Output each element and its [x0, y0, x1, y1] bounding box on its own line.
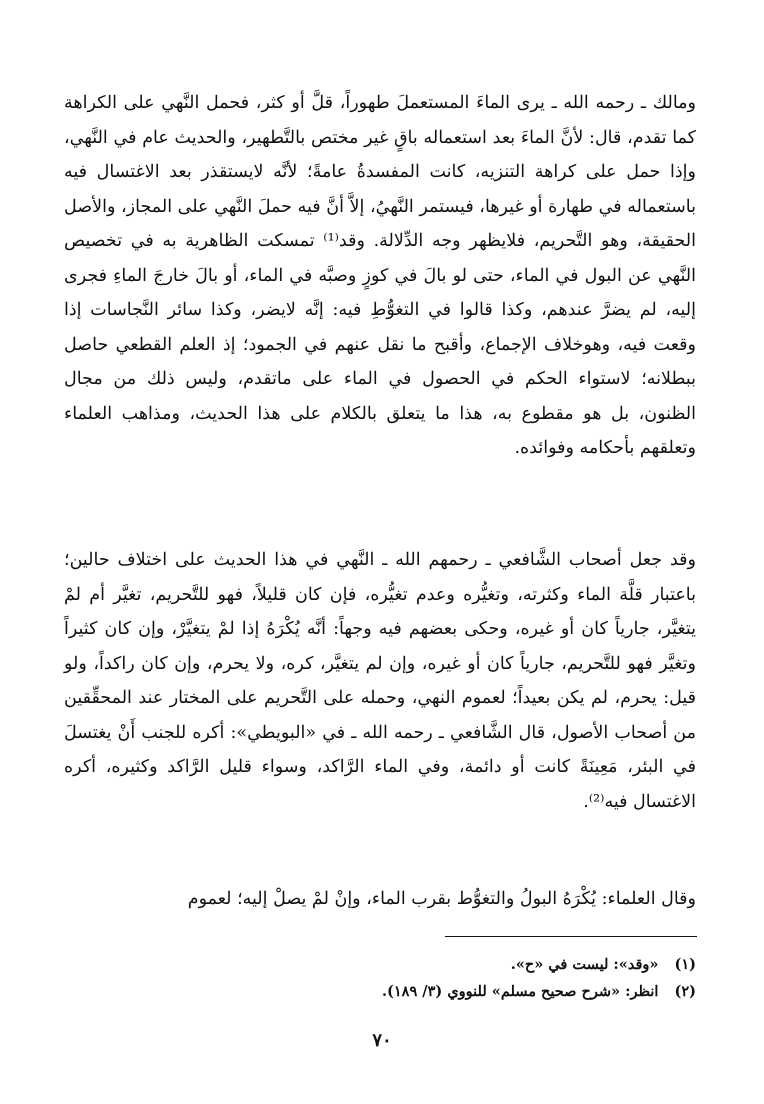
footnote-1 [64, 951, 696, 978]
footnote-number: (١) [674, 956, 696, 973]
footnotes [64, 951, 696, 1005]
paragraph-3: وقال العلماء: يُكْرَهُ البولُ والتغوُّط بقرب الماء، وإنْ لمْ يصلْ إليه؛ لعموم [187, 889, 696, 909]
footnote-separator [445, 936, 697, 937]
paragraph-1: ومالك ـ رحمه الله ـ يرى الماءَ المستعملَ طهوراً، قلَّ أو كثر، فحمل النَّهي على الكراهة كما تقدم، قال: لأنَّ الماءَ بعد استعماله باقٍ غير مختص بالتَّطهير، والحديث عام في النَّهي، وإذا حمل على كراهة التنزيه، كانت المفسدةُ عامةً؛ لأنَّه لايستقذر بعد الاغتسال فيه باستعماله في طهارة أو غيرها، فيستمر النَّهيُ، إلاَّ أنَّ فيه حملَ النَّهي على المجاز، والأصل الحقيقة، وهو التَّحريم، فلايظهر وجه الدِّلالة. وقد⁽¹⁾ تمسكت الظاهرية به في تخصيص النَّهي عن البول في الماء، حتى لو بالَ في كوزٍ وصبَّه في الماء، أو بالَ خارجَ الماءِ فجرى إليه، لم يضرَّ عندهم، وكذا قالوا في التغوُّطِ فيه: إنَّه لايضر، وكذا سائر النَّجاسات إذا وقعت فيه، وهوخلاف الإجماع، وأقبح ما نقل عنهم في الجمود؛ إذ العلم القطعي حاصل ببطلانه؛ لاستواء الحكم في الحصول في الماء على ماتقدم، وليس ذلك من مجال الظنون، بل هو مقطوع به، هذا ما يتعلق بالكلام على هذا الحديث، ومذاهب العلماء وتعلقهم بأحكامه وفوائده. [64, 93, 696, 458]
footnote-number: (٢) [674, 983, 696, 1000]
footnote-text: انظر: «شرح صحيح مسلم» للنووي (٣/ ١٨٩). [381, 983, 659, 1000]
page-number: ٧٠ [372, 1030, 392, 1051]
footnote-2 [64, 978, 696, 1005]
footnote-text: «وقد»: ليست في «ح». [510, 956, 659, 973]
paragraph-2: وقد جعل أصحاب الشَّافعي ـ رحمهم الله ـ النَّهي في هذا الحديث على اختلاف حالين؛ باعتبار قلَّة الماء وكثرته، وتغيُّره وعدم تغيُّره، فإن كان قليلاً، فهو للتَّحريم، تغيَّر أم لمْ يتغيَّر، جارياً كان أو غيره، وحكى بعضهم فيه وجهاً: أنَّه يُكْرَهُ إذا لمْ يتغيَّرْ، وإن كان كثيراً وتغيَّر فهو للتَّحريم، جارياً كان أو غيره، وإن لم يتغيَّر، كره، ولا يحرم، وإن كان راكداً، ولو قيل: يحرم، لم يكن بعيداً؛ لعموم النهي، وحمله على التَّحريم على المختار عند المحقِّقين من أصحاب الأصول، قال الشَّافعي ـ رحمه الله ـ في «البويطي»: أكره للجنب أَنْ يغتسلَ في البئر، مَعِينَةً كانت أو دائمة، وفي الماء الرَّاكد، وسواء قليل الرَّاكد وكثيره، أكره الاغتسال فيه⁽²⁾. [64, 550, 696, 812]
